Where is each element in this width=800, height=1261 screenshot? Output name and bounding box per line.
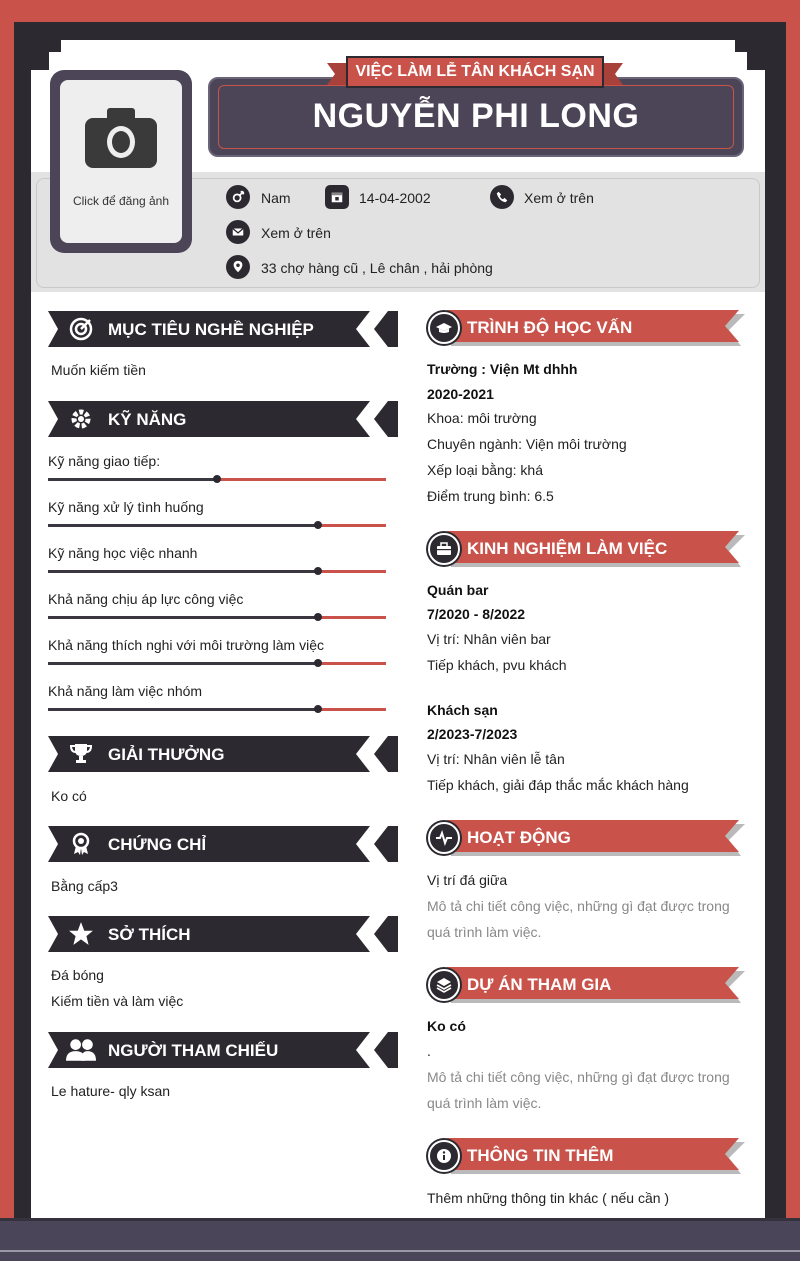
job-2-desc: Tiếp khách, giải đáp thắc mắc khách hàng: [427, 777, 689, 793]
certs-banner: [48, 826, 398, 862]
skill-bar: [48, 616, 386, 619]
job-1-company: Quán bar: [427, 582, 489, 598]
skill-label: Kỹ năng học việc nhanh: [48, 545, 198, 561]
star-icon: [66, 919, 96, 949]
job-title: VIỆC LÀM LỄ TÂN KHÁCH SẠN: [355, 63, 595, 80]
hobby-2: Kiếm tiền và làm việc: [51, 993, 184, 1009]
objective-text: Muốn kiếm tiền: [51, 362, 146, 378]
awards-text: Ko có: [51, 788, 87, 804]
job-2-period: 2/2023-7/2023: [427, 726, 518, 742]
calendar-icon: [325, 185, 349, 209]
extra-text: Thêm những thông tin khác ( nếu cần ): [427, 1190, 670, 1206]
job-1-position: Vị trí: Nhân viên bar: [427, 631, 551, 647]
hobbies-banner: [48, 916, 398, 952]
references-title: NGƯỜI THAM CHIẾU: [108, 1041, 279, 1060]
hobbies-title: SỞ THÍCH: [108, 925, 191, 944]
skills-title: KỸ NĂNG: [108, 410, 187, 429]
skill-bar: [48, 524, 386, 527]
education-gpa: Điểm trung bình: 6.5: [427, 488, 554, 504]
skill-bar: [48, 708, 386, 711]
phone-value: Xem ở trên: [524, 190, 594, 206]
briefcase-icon: [428, 533, 460, 565]
activities-title: HOẠT ĐỘNG: [467, 828, 571, 847]
education-major: Chuyên ngành: Viện môi trường: [427, 436, 627, 452]
projects-title: DỰ ÁN THAM GIA: [467, 975, 612, 994]
education-school: Trường : Viện Mt dhhh: [427, 361, 578, 377]
activities-desc: Mô tả chi tiết công việc, những gì đạt được trong quá trình làm việc.: [427, 898, 730, 940]
project-desc: Mô tả chi tiết công việc, những gì đạt được trong quá trình làm việc.: [427, 1069, 730, 1111]
experience-title: KINH NGHIỆM LÀM VIỆC: [467, 539, 668, 558]
skill-bar: [48, 570, 386, 573]
job-2-position: Vị trí: Nhân viên lễ tân: [427, 751, 565, 767]
skill-label: Khả năng thích nghi với môi trường làm việc: [48, 637, 324, 653]
project-name: Ko có: [427, 1018, 466, 1034]
hobby-1: Đá bóng: [51, 967, 104, 983]
email-value: Xem ở trên: [261, 225, 331, 241]
certificate-icon: [66, 829, 96, 859]
skill-bar-fill: [48, 524, 318, 527]
education-title: TRÌNH ĐỘ HỌC VẤN: [467, 318, 633, 337]
objective-title: MỤC TIÊU NGHỀ NGHIỆP: [108, 320, 314, 339]
footer-line: [0, 1250, 800, 1252]
address-value: 33 chợ hàng cũ , Lê chân , hải phòng: [261, 260, 493, 276]
skill-bar-fill: [48, 616, 318, 619]
skill-level-handle[interactable]: [314, 705, 322, 713]
skill-level-handle[interactable]: [314, 521, 322, 529]
skill-level-handle[interactable]: [314, 567, 322, 575]
skill-bar-fill: [48, 478, 217, 481]
gear-icon: [66, 404, 96, 434]
photo-upload[interactable]: [60, 80, 182, 243]
references-text: Le hature- qly ksan: [51, 1083, 171, 1099]
activities-text: Vị trí đá giữa: [427, 872, 508, 888]
camera-icon: [85, 108, 157, 168]
email-icon: [226, 220, 250, 244]
skill-label: Kỹ năng xử lý tình huống: [48, 499, 204, 515]
location-icon: [226, 255, 250, 279]
skill-bar-fill: [48, 708, 318, 711]
skill-bar-fill: [48, 570, 318, 573]
gender-icon: [226, 185, 250, 209]
extra-title: THÔNG TIN THÊM: [467, 1146, 614, 1165]
target-icon: [66, 314, 96, 344]
job-2-company: Khách sạn: [427, 702, 498, 718]
certs-title: CHỨNG CHỈ: [108, 835, 207, 854]
layers-icon: [428, 969, 460, 1001]
photo-upload-label: Click để đăng ảnh: [72, 194, 170, 208]
skill-label: Khả năng làm việc nhóm: [48, 683, 203, 699]
education-faculty: Khoa: môi trường: [427, 410, 537, 426]
phone-icon: [490, 185, 514, 209]
candidate-name: NGUYỄN PHI LONG: [312, 97, 640, 135]
info-icon: [428, 1140, 460, 1172]
skill-level-handle[interactable]: [213, 475, 221, 483]
graduation-cap-icon: [428, 312, 460, 344]
footer-band: [0, 1218, 800, 1261]
awards-title: GIẢI THƯỞNG: [108, 745, 225, 764]
job-1-period: 7/2020 - 8/2022: [427, 606, 526, 622]
skill-bar-fill: [48, 662, 318, 665]
skills-banner: [48, 401, 398, 437]
project-dot: .: [427, 1043, 431, 1059]
pulse-icon: [428, 822, 460, 854]
dob-value: 14-04-2002: [359, 190, 431, 206]
skill-level-handle[interactable]: [314, 613, 322, 621]
certs-text: Bằng cấp3: [51, 878, 118, 894]
skill-bar: [48, 478, 386, 481]
job-1-desc: Tiếp khách, pvu khách: [427, 657, 567, 673]
gender-value: Nam: [261, 190, 291, 206]
users-icon: [66, 1035, 96, 1065]
skill-bar: [48, 662, 386, 665]
skill-label: Kỹ năng giao tiếp:: [48, 453, 161, 469]
skill-level-handle[interactable]: [314, 659, 322, 667]
education-rank: Xếp loại bằng: khá: [427, 462, 543, 478]
trophy-icon: [66, 739, 96, 769]
skill-label: Khả năng chịu áp lực công việc: [48, 591, 244, 607]
education-years: 2020-2021: [427, 386, 494, 402]
